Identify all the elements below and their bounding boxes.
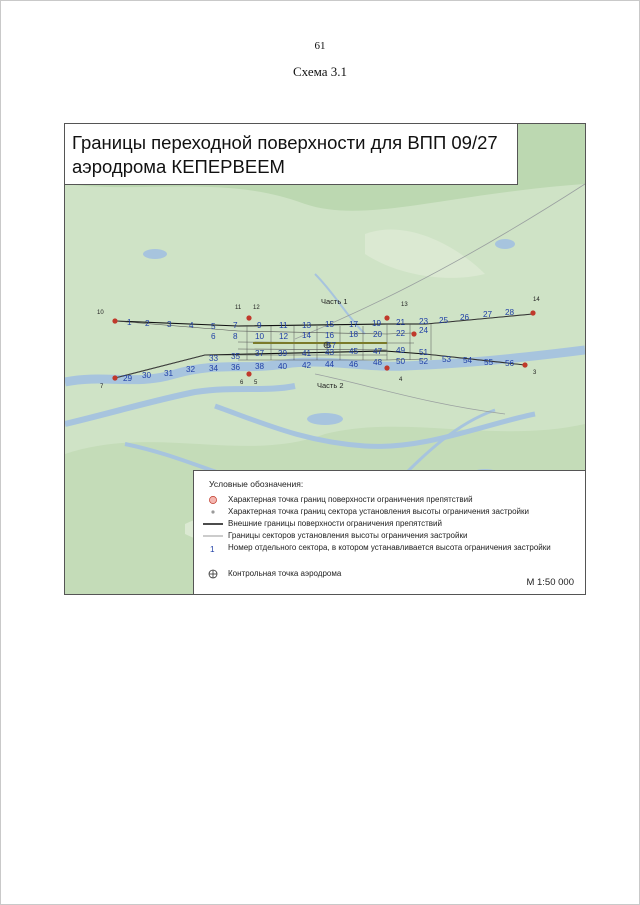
sector-border-line-icon xyxy=(202,530,224,542)
scheme-title: Схема 3.1 xyxy=(292,64,348,79)
sector-point-icon xyxy=(202,506,224,518)
sector-number: 8 xyxy=(233,332,238,341)
sector-number: 14 xyxy=(302,331,312,340)
sector-number: 47 xyxy=(373,347,383,356)
sector-number: 57 xyxy=(327,341,337,350)
sector-number: 41 xyxy=(302,349,312,358)
sector-number-symbol: 1 xyxy=(210,545,215,554)
boundary-point-label: 4 xyxy=(399,377,403,383)
sector-number: 50 xyxy=(396,357,406,366)
sector-number: 20 xyxy=(373,330,383,339)
sector-number: 48 xyxy=(373,358,383,367)
sector-number: 28 xyxy=(505,308,515,317)
sector-number: 39 xyxy=(278,349,288,358)
sector-number: 19 xyxy=(372,319,382,328)
sector-number: 43 xyxy=(325,348,335,357)
sector-number: 21 xyxy=(396,318,406,327)
boundary-point-label: 7 xyxy=(100,384,104,390)
sector-number: 13 xyxy=(302,321,312,330)
page-number: 61 xyxy=(314,40,326,52)
boundary-point-label: 10 xyxy=(97,310,104,316)
legend-item-sector-number xyxy=(202,542,582,564)
lake xyxy=(307,413,343,425)
map-frame xyxy=(64,123,586,595)
sector-number: 55 xyxy=(484,358,494,367)
sector-number: 24 xyxy=(419,326,429,335)
sector-number: 40 xyxy=(278,362,288,371)
sector-number: 3 xyxy=(167,320,172,329)
legend-item-text: Границы секторов установления высоты ограничения застройки xyxy=(228,531,468,540)
sector-number: 32 xyxy=(186,365,196,374)
legend-item-text: Характерная точка границ поверхности ограничения препятствий xyxy=(228,495,473,504)
map-scale: М 1:50 000 xyxy=(526,577,574,588)
sector-number: 25 xyxy=(439,316,449,325)
sector-number: 17 xyxy=(349,320,359,329)
sector-number: 1 xyxy=(127,318,132,327)
sector-number: 22 xyxy=(396,329,406,338)
sector-number: 18 xyxy=(349,330,359,339)
boundary-point-marker xyxy=(246,371,251,376)
legend-item-sector-border xyxy=(202,530,582,542)
sector-number: 16 xyxy=(325,331,335,340)
sector-number: 51 xyxy=(419,348,429,357)
sector-number: 53 xyxy=(442,355,452,364)
sector-number: 6 xyxy=(211,332,216,341)
lake xyxy=(495,239,515,249)
obstacle-point-icon xyxy=(202,494,224,506)
sector-number: 49 xyxy=(396,346,406,355)
boundary-point-label: 14 xyxy=(533,297,540,303)
sector-number: 36 xyxy=(231,363,241,372)
sector-number: 37 xyxy=(255,349,265,358)
legend-item-outer-border xyxy=(202,518,582,530)
part1-label: Часть 1 xyxy=(321,297,348,306)
boundary-point-label: 6 xyxy=(240,380,244,386)
legend-item-text: Номер отдельного сектора, в котором устанавливается высота ограничения застройки xyxy=(228,543,551,552)
boundary-point-label: 3 xyxy=(533,370,537,376)
map-legend xyxy=(193,470,586,595)
sector-number: 2 xyxy=(145,319,150,328)
sector-number: 29 xyxy=(123,374,133,383)
outer-border-line-icon xyxy=(202,518,224,530)
boundary-point-marker xyxy=(112,375,117,380)
boundary-point-marker xyxy=(384,365,389,370)
aerodrome-control-point-icon xyxy=(202,568,224,580)
sector-number: 38 xyxy=(255,362,265,371)
part2-label: Часть 2 xyxy=(317,381,344,390)
sector-number: 10 xyxy=(255,332,265,341)
legend-item-text: Внешние границы поверхности ограничения препятствий xyxy=(228,519,442,528)
boundary-point-label: 5 xyxy=(254,380,258,386)
boundary-point-label: 11 xyxy=(235,305,242,311)
boundary-point-label: 13 xyxy=(401,302,408,308)
sector-number: 31 xyxy=(164,369,174,378)
boundary-point-marker xyxy=(522,362,527,367)
sector-number: 11 xyxy=(279,321,288,330)
map-title-box xyxy=(65,124,518,185)
sector-number: 56 xyxy=(505,359,515,368)
sector-number: 52 xyxy=(419,357,429,366)
sector-number: 54 xyxy=(463,356,473,365)
boundary-point-marker xyxy=(112,318,117,323)
sector-number: 23 xyxy=(419,317,429,326)
map-title-line1: Границы переходной поверхности для ВПП 09/27 xyxy=(72,132,498,153)
sector-number: 44 xyxy=(325,360,335,369)
sector-number: 34 xyxy=(209,364,219,373)
sector-number: 4 xyxy=(189,321,194,330)
sector-number: 7 xyxy=(233,321,238,330)
sector-number: 30 xyxy=(142,371,152,380)
sector-number: 26 xyxy=(460,313,470,322)
lake xyxy=(143,249,167,259)
legend-item-control-point xyxy=(202,568,582,580)
legend-item-text: Характерная точка границ сектора установления высоты ограничения застройки xyxy=(228,507,529,516)
boundary-point-marker xyxy=(411,331,416,336)
sector-number: 35 xyxy=(231,352,241,361)
boundary-point-marker xyxy=(530,310,535,315)
map-title-line2: аэродрома КЕПЕРВЕЕМ xyxy=(72,156,285,177)
sector-number: 5 xyxy=(211,322,216,331)
sector-number: 27 xyxy=(483,310,493,319)
legend-heading: Условные обозначения: xyxy=(209,479,304,489)
boundary-point-marker xyxy=(246,315,251,320)
legend-item-text: Контрольная точка аэродрома xyxy=(228,569,342,578)
boundary-point-label: 12 xyxy=(253,305,260,311)
sector-number: 45 xyxy=(349,347,359,356)
sector-number: 33 xyxy=(209,354,219,363)
sector-number-icon xyxy=(202,542,224,554)
boundary-point-marker xyxy=(384,315,389,320)
legend-item-obstacle-point xyxy=(202,494,582,506)
sector-number: 12 xyxy=(279,332,289,341)
sector-number: 42 xyxy=(302,361,312,370)
sector-number: 46 xyxy=(349,360,359,369)
sector-number: 15 xyxy=(325,320,335,329)
sector-number: 9 xyxy=(257,321,262,330)
legend-item-sector-point xyxy=(202,506,582,518)
